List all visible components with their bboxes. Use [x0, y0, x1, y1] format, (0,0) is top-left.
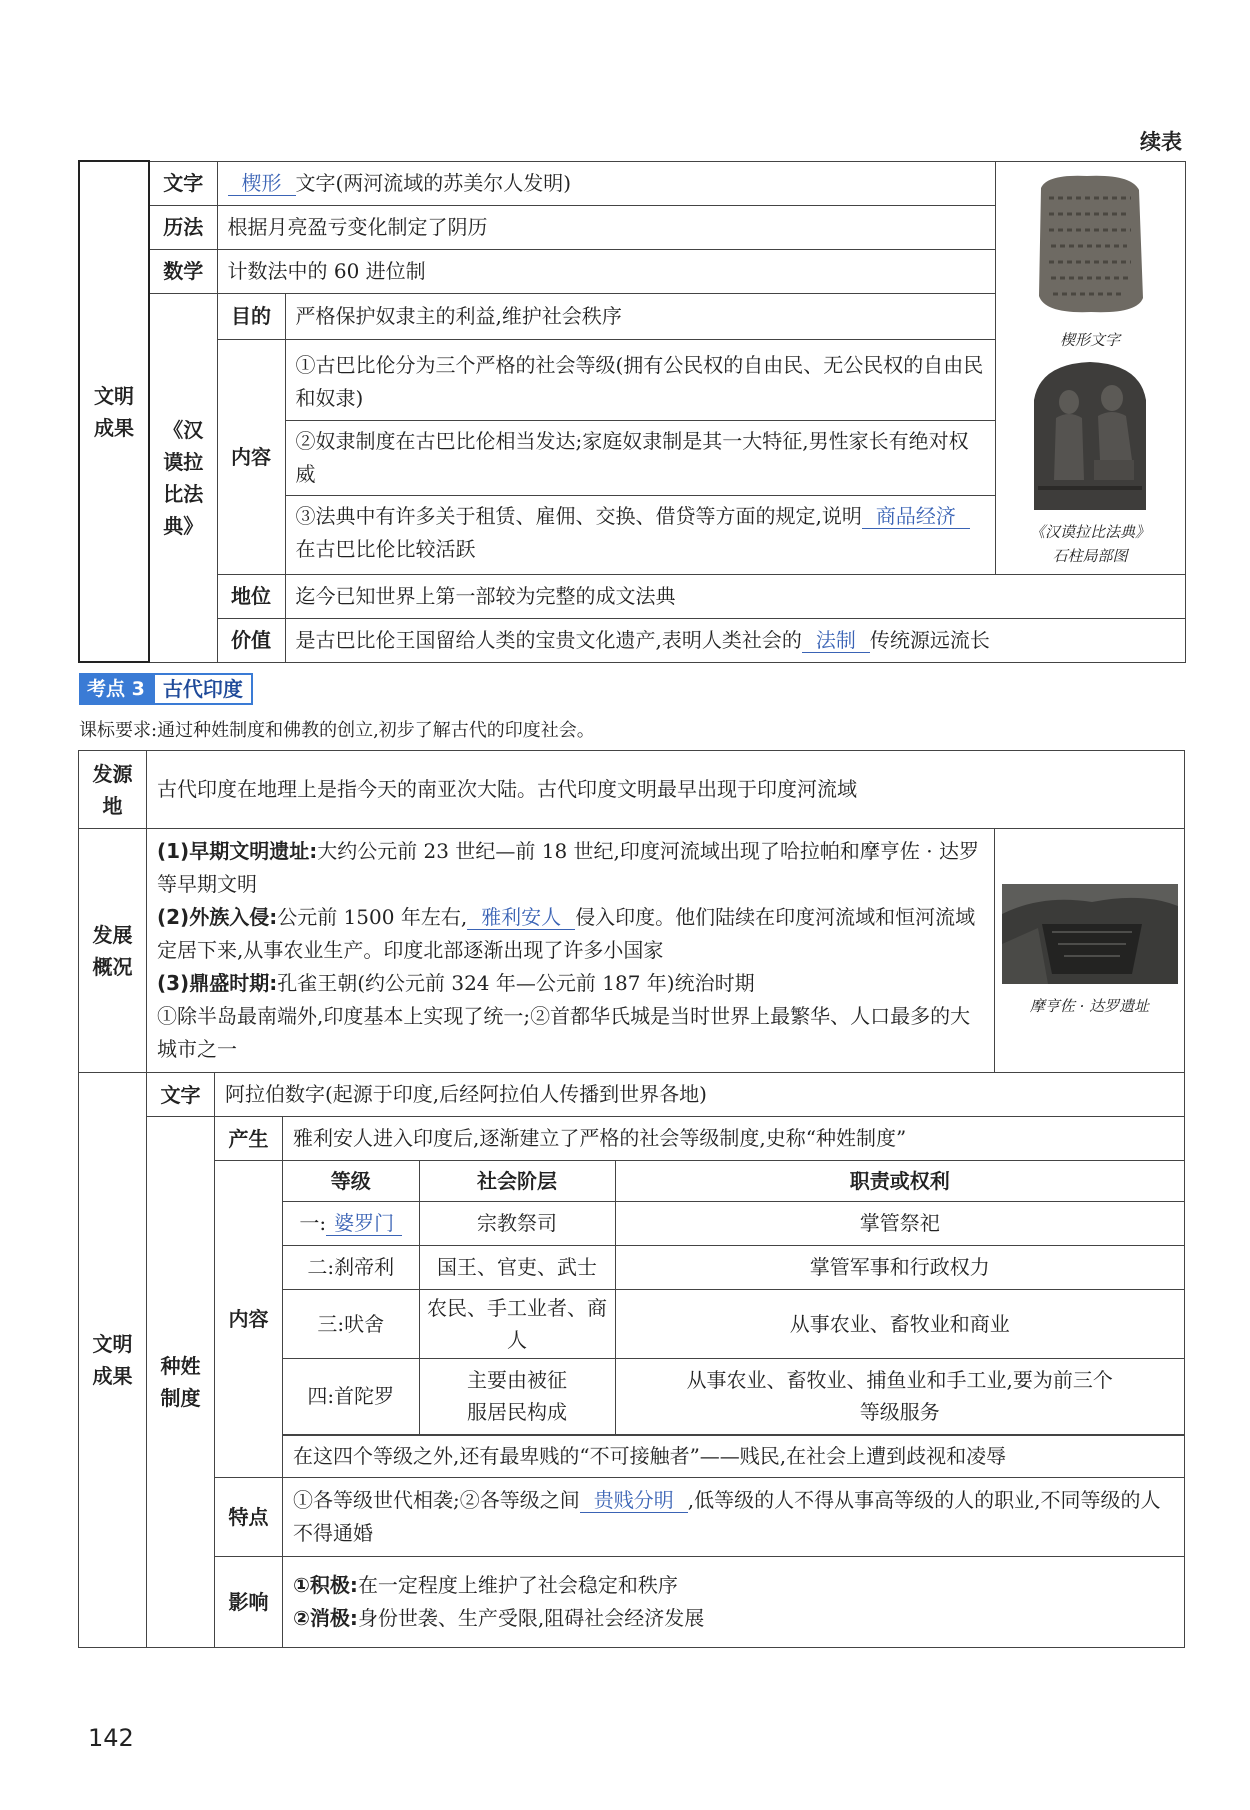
label-impact: 影响	[215, 1556, 283, 1647]
development-text	[147, 829, 995, 1073]
features-text: ①各等级世代相袭;②各等级之间 贵贱分明 ,低等级的人不得从事高等级的人的职业,不同等级的人不得通婚	[283, 1477, 1185, 1556]
header-rank: 等级	[283, 1161, 419, 1201]
label-origin: 发源 地	[79, 751, 147, 829]
label-caste-content: 内容	[215, 1161, 283, 1478]
caption-stele-2: 石柱局部图	[1052, 546, 1128, 565]
untouchables-note: 在这四个等级之外,还有最卑贱的“不可接触者”——贱民,在社会上遭到歧视和凌辱	[283, 1435, 1185, 1477]
continued-label: 续表	[1140, 130, 1182, 154]
label-india-achievements: 文明 成果	[79, 1073, 147, 1648]
content-line-1: ①古巴比伦分为三个严格的社会等级(拥有公民权的自由民、无公民权的自由民和奴隶)	[285, 339, 995, 420]
answer-brahmin: 婆罗门	[326, 1211, 402, 1236]
value-text: 是古巴比伦王国留给人类的宝贵文化遗产,表明人类社会的 法制 传统源远流长	[285, 618, 1185, 662]
answer-rank-distinction: 贵贱分明	[580, 1488, 688, 1513]
duty-cell: 从事农业、畜牧业、捕鱼业和手工业,要为前三个等级服务	[615, 1358, 1184, 1434]
label-content: 内容	[217, 339, 285, 574]
class-cell: 国王、官吏、武士	[419, 1245, 615, 1289]
development-para-1: (1)早期文明遗址:大约公元前 23 世纪—前 18 世纪,印度河流域出现了哈拉帕和摩亨佐 · 达罗等早期文明	[157, 839, 979, 896]
label-calendar: 历法	[149, 205, 217, 249]
development-para-4: ①除半岛最南端外,印度基本上实现了统一;②首都华氏城是当时世界上最繁华、人口最多的大城市之一	[157, 1004, 971, 1061]
ancient-india-table	[78, 750, 1185, 1648]
mohenjo-daro-image	[1002, 884, 1178, 984]
content-line-3: ③法典中有许多关于租赁、雇佣、交换、借贷等方面的规定,说明 商品经济在古巴比伦比较活跃	[285, 495, 995, 574]
india-writing-text: 阿拉伯数字(起源于印度,后经阿拉伯人传播到世界各地)	[215, 1073, 1185, 1117]
caste-grades-table	[283, 1161, 1184, 1435]
babylon-achievements-table	[78, 160, 1186, 663]
curriculum-requirement: 课标要求:通过种姓制度和佛教的创立,初步了解古代的印度社会。	[79, 720, 595, 741]
math-text: 计数法中的 60 进位制	[217, 249, 995, 293]
table-row	[283, 1245, 1184, 1289]
status-text: 迄今已知世界上第一部较为完整的成文法典	[285, 574, 1185, 618]
label-india-writing: 文字	[147, 1073, 215, 1117]
illustrations-cell	[995, 161, 1185, 574]
label-math: 数学	[149, 249, 217, 293]
caption-stele-1: 《汉谟拉比法典》	[1030, 522, 1151, 541]
content-line-2: ②奴隶制度在古巴比伦相当发达;家庭奴隶制是其一大特征,男性家长有绝对权威	[285, 420, 995, 495]
caste-origin-text: 雅利安人进入印度后,逐渐建立了严格的社会等级制度,史称“种姓制度”	[283, 1117, 1185, 1161]
header-duty: 职责或权利	[615, 1161, 1184, 1201]
caption-mohenjo-daro: 摩亨佐 · 达罗遗址	[1029, 996, 1150, 1015]
label-hammurabi-code: 《汉 谟拉 比法 典》	[149, 293, 217, 662]
section-3-badge	[79, 673, 253, 705]
label-writing: 文字	[149, 161, 217, 205]
impact-positive: ①积极:在一定程度上维护了社会稳定和秩序	[293, 1572, 678, 1597]
label-features: 特点	[215, 1477, 283, 1556]
rank-brahmin: 一: 婆罗门	[283, 1201, 419, 1245]
section-label-achievements: 文明 成果	[79, 161, 149, 662]
caption-cuneiform: 楔形文字	[1060, 330, 1121, 349]
label-value: 价值	[217, 618, 285, 662]
calendar-text: 根据月亮盈亏变化制定了阴历	[217, 205, 995, 249]
label-status: 地位	[217, 574, 285, 618]
writing-row: 楔形 文字(两河流域的苏美尔人发明)	[217, 161, 995, 205]
impact-negative: ②消极:身份世袭、生产受限,阻碍社会经济发展	[293, 1605, 705, 1630]
duty-cell: 掌管军事和行政权力	[615, 1245, 1184, 1289]
duty-cell: 从事农业、畜牧业和商业	[615, 1289, 1184, 1358]
table-row	[283, 1358, 1184, 1434]
caste-table-header	[283, 1161, 1184, 1201]
header-class: 社会阶层	[419, 1161, 615, 1201]
mohenjo-daro-cell	[995, 829, 1185, 1073]
table-row	[283, 1289, 1184, 1358]
duty-cell: 掌管祭祀	[615, 1201, 1184, 1245]
class-cell: 主要由被征服居民构成	[419, 1358, 615, 1434]
development-para-2: (2)外族入侵:公元前 1500 年左右, 雅利安人 侵入印度。他们陆续在印度河流域和恒河流域定居下来,从事农业生产。印度北部逐渐出现了许多小国家	[157, 905, 976, 962]
answer-aryans: 雅利安人	[467, 905, 575, 930]
answer-legal-system: 法制	[802, 628, 870, 653]
hammurabi-stele-image	[1024, 360, 1156, 510]
answer-cuneiform: 楔形	[228, 171, 296, 196]
label-caste-origin: 产生	[215, 1117, 283, 1161]
label-purpose: 目的	[217, 293, 285, 339]
page-number: 142	[88, 1724, 134, 1752]
label-development: 发展 概况	[79, 829, 147, 1073]
rank-cell: 三:吠舍	[283, 1289, 419, 1358]
class-cell: 宗教祭司	[419, 1201, 615, 1245]
answer-commodity-economy: 商品经济	[862, 504, 970, 529]
development-para-3: (3)鼎盛时期:孔雀王朝(约公元前 324 年—公元前 187 年)统治时期	[157, 971, 755, 995]
impact-text	[283, 1556, 1185, 1647]
origin-text: 古代印度在地理上是指今天的南亚次大陆。古代印度文明最早出现于印度河流域	[147, 751, 1185, 829]
section-number: 考点 3	[79, 673, 153, 705]
rank-cell: 四:首陀罗	[283, 1358, 419, 1434]
rank-cell: 二:刹帝利	[283, 1245, 419, 1289]
cuneiform-tablet-image	[1027, 168, 1153, 318]
class-cell: 农民、手工业者、商人	[419, 1289, 615, 1358]
label-caste-system: 种姓 制度	[147, 1117, 215, 1648]
table-row	[283, 1201, 1184, 1245]
caste-grades-cell	[283, 1161, 1185, 1436]
purpose-text: 严格保护奴隶主的利益,维护社会秩序	[285, 293, 995, 339]
section-title: 古代印度	[153, 673, 253, 705]
